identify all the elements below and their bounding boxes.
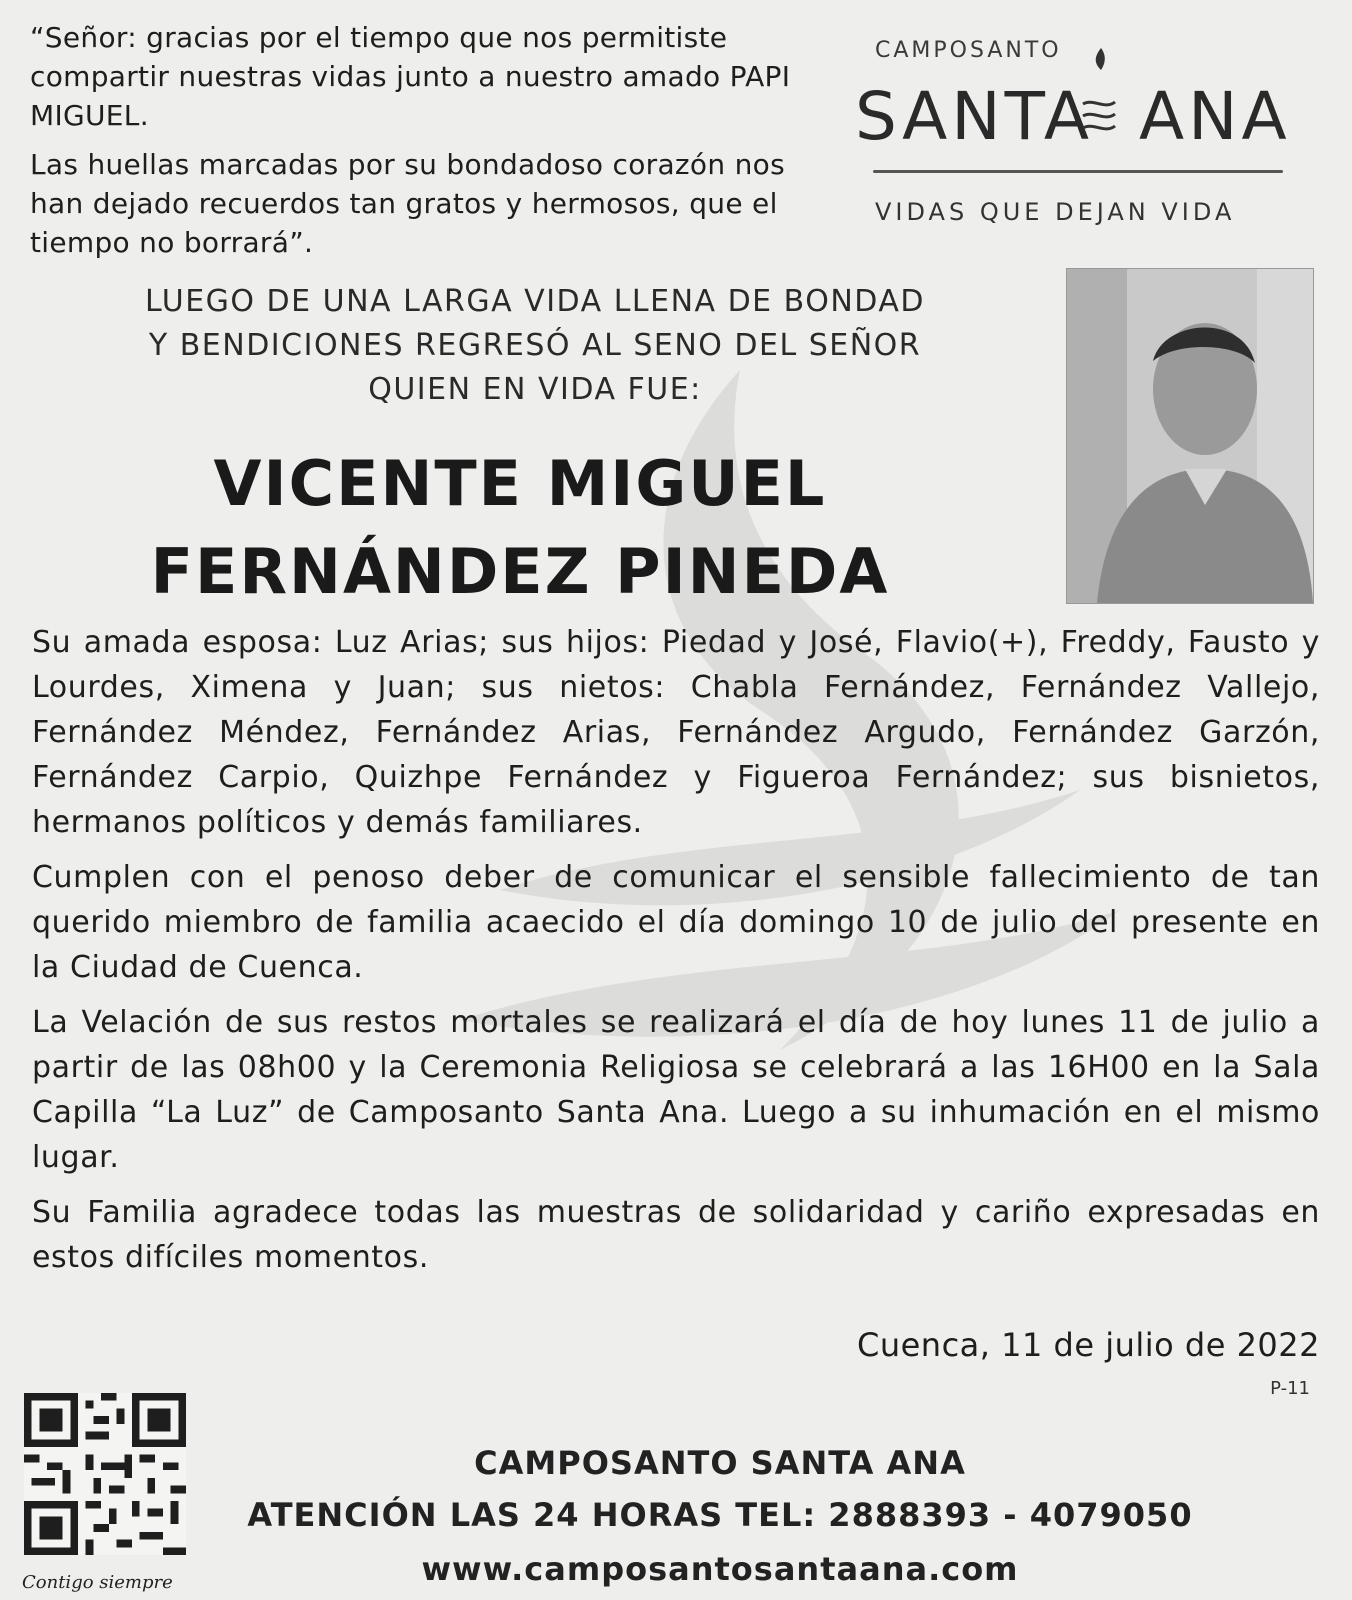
intro-text: [30, 280, 1040, 412]
obituary-body: [32, 620, 1320, 1290]
footer-website-link[interactable]: www.camposantosantaana.com: [421, 1550, 1019, 1588]
logo-name-left: SANTA: [855, 78, 1093, 155]
intro-line-2: Y BENDICIONES REGRESÓ AL SENO DEL SEÑOR: [148, 328, 922, 363]
portrait-photo: [1066, 268, 1314, 604]
deceased-name-line-2: FERNÁNDEZ PINEDA: [150, 535, 890, 608]
deceased-name-line-1: VICENTE MIGUEL: [213, 447, 827, 520]
footer-company-name: CAMPOSANTO SANTA ANA: [474, 1444, 966, 1482]
intro-line-1: LUEGO DE UNA LARGA VIDA LLENA DE BONDAD: [145, 284, 925, 319]
logo-name: [855, 78, 1291, 155]
camposanto-logo: [855, 38, 1305, 248]
quote-paragraph-1: “Señor: gracias por el tiempo que nos permitiste compartir nuestras vidas junto a nuestro amado PAPI MIGUEL.: [30, 21, 791, 132]
quote-block: [30, 18, 820, 272]
qr-code-icon: [24, 1393, 186, 1555]
page-code: P-11: [1270, 1378, 1310, 1399]
logo-camposanto-text: CAMPOSANTO: [875, 38, 1062, 63]
logo-divider: [873, 170, 1283, 173]
footer-slogan: Contigo siempre: [22, 1572, 173, 1593]
logo-name-right: ANA: [1138, 78, 1291, 155]
flame-waves-icon: [1079, 44, 1119, 154]
intro-line-3: QUIEN EN VIDA FUE:: [368, 372, 702, 407]
date-line: Cuenca, 11 de julio de 2022: [856, 1326, 1320, 1364]
quote-paragraph-2: Las huellas marcadas por su bondadoso corazón nos han dejado recuerdos tan gratos y hermosos, que el tiempo no borrará”.: [30, 148, 785, 259]
thanks-paragraph: Su Familia agradece todas las muestras de solidaridad y cariño expresadas en estos difíciles momentos.: [32, 1195, 1320, 1275]
deceased-name: [20, 440, 1020, 616]
announcement-paragraph: Cumplen con el penoso deber de comunicar el sensible fallecimiento de tan querido miembro de familia acaecido el día domingo 10 de julio del presente en la Ciudad de Cuenca.: [32, 860, 1320, 985]
portrait-silhouette-icon: [1067, 269, 1313, 603]
footer-phone: ATENCIÓN LAS 24 HORAS TEL: 2888393 - 4079050: [247, 1496, 1193, 1534]
family-paragraph: Su amada esposa: Luz Arias; sus hijos: Piedad y José, Flavio(+), Freddy, Fausto y Lourdes, Ximena y Juan; sus nietos: Chabla Fernández, Fernández Vallejo, Fernández Méndez, Fernández Arias, Fernández Argudo, Fernández Garzón, Fernández Carpio, Quizhpe Fernández y Figueroa Fernández; sus bisnietos, hermanos políticos y demás familiares.: [32, 625, 1320, 840]
ceremony-paragraph: La Velación de sus restos mortales se realizará el día de hoy lunes 11 de julio a partir de las 08h00 y la Ceremonia Religiosa se celebrará a las 16H00 en la Sala Capilla “La Luz” de Camposanto Santa Ana. Luego a su inhumación en el mismo lugar.: [32, 1005, 1320, 1175]
logo-tagline: VIDAS QUE DEJAN VIDA: [875, 198, 1236, 226]
